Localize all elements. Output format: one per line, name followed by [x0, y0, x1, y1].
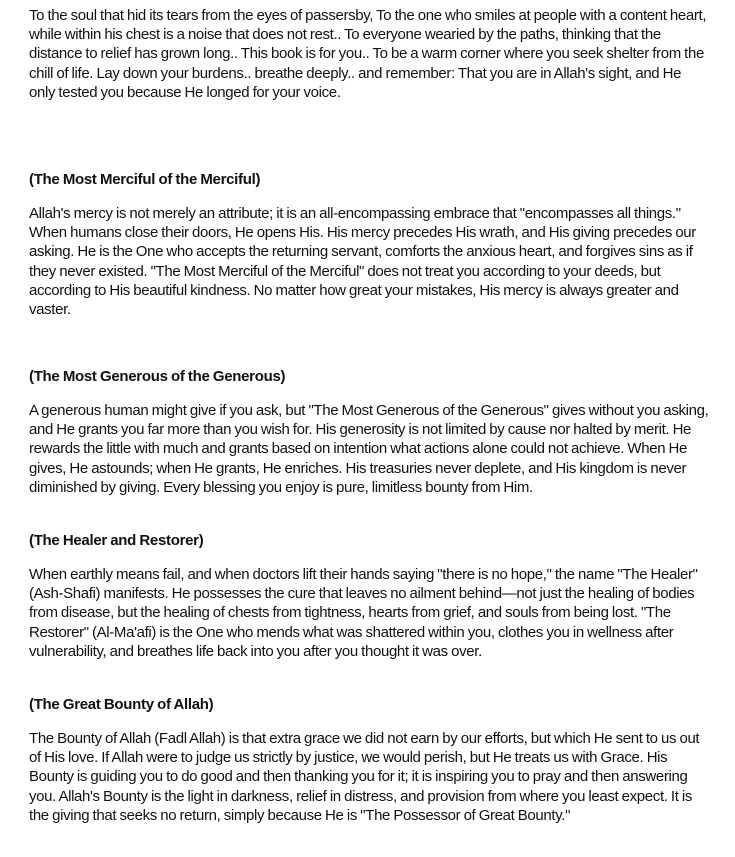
section-heading-bounty: (The Great Bounty of Allah): [29, 696, 214, 713]
section-heading-generous: (The Most Generous of the Generous): [29, 368, 286, 385]
section-heading-healer: (The Healer and Restorer): [29, 532, 204, 549]
section-body-generous: A generous human might give if you ask, but "The Most Generous of the Generous" gives without you asking, and He grants you far more than you wish for. His generosity is not limited by cause nor halted by merit. He rewards the little with much and grants based on intention what actions alone could not achieve. When He gives, He astounds; when He grants, He enriches. His treasuries never deplete, and His kingdom is never diminished by giving. Every blessing you enjoy is pure, limitless bounty from Him.: [29, 402, 709, 496]
section-body-bounty: The Bounty of Allah (Fadl Allah) is that extra grace we did not earn by our efforts, but which He sent to us out of His love. If Allah were to judge us strictly by justice, we would perish, but He treats us with Grace. His Bounty is guiding you to do good and then thanking you for it; it is inspiring you to pray and then answering you. Allah's Bounty is the light in darkness, relief in distress, and provision from where you least expect. It is the giving that seeks no return, simply because He is "The Possessor of Great Bounty.": [29, 730, 700, 824]
section-body-merciful: Allah's mercy is not merely an attribute; it is an all-encompassing embrace that "encompasses all things." When humans close their doors, He opens His. His mercy precedes His wrath, and His giving precedes our asking. He is the One who accepts the returning servant, comforts the anxious heart, and forgives sins as if they never existed. "The Most Merciful of the Merciful" does not treat you according to your deeds, but according to His beautiful kindness. No matter how great your mistakes, His mercy is always greater and vaster.: [29, 205, 696, 319]
intro-paragraph: To the soul that hid its tears from the eyes of passersby, To the one who smiles at people with a content heart, while within his chest is a noise that does not rest.. To everyone wearied by the paths, thinking that the distance to relief has grown long.. This book is for you.. To be a warm corner where you seek shelter from the chill of life. Lay down your burdens.. breathe deeply.. and remember: That you are in Allah's sight, and He only tested you because He longed for your voice.: [29, 7, 707, 101]
section-heading-merciful: (The Most Merciful of the Merciful): [29, 171, 261, 188]
section-body-healer: When earthly means fail, and when doctors lift their hands saying "there is no hope," the name "The Healer" (Ash-Shafi) manifests. He possesses the cure that leaves no ailment behind—not just the healing of bodies from disease, but the healing of chests from tightness, hearts from grief, and souls from being lost. "The Restorer" (Al-Ma'afi) is the One who mends what was shattered within you, clothes you in wellness after vulnerability, and breathes life back into you after you thought it was over.: [29, 566, 698, 660]
